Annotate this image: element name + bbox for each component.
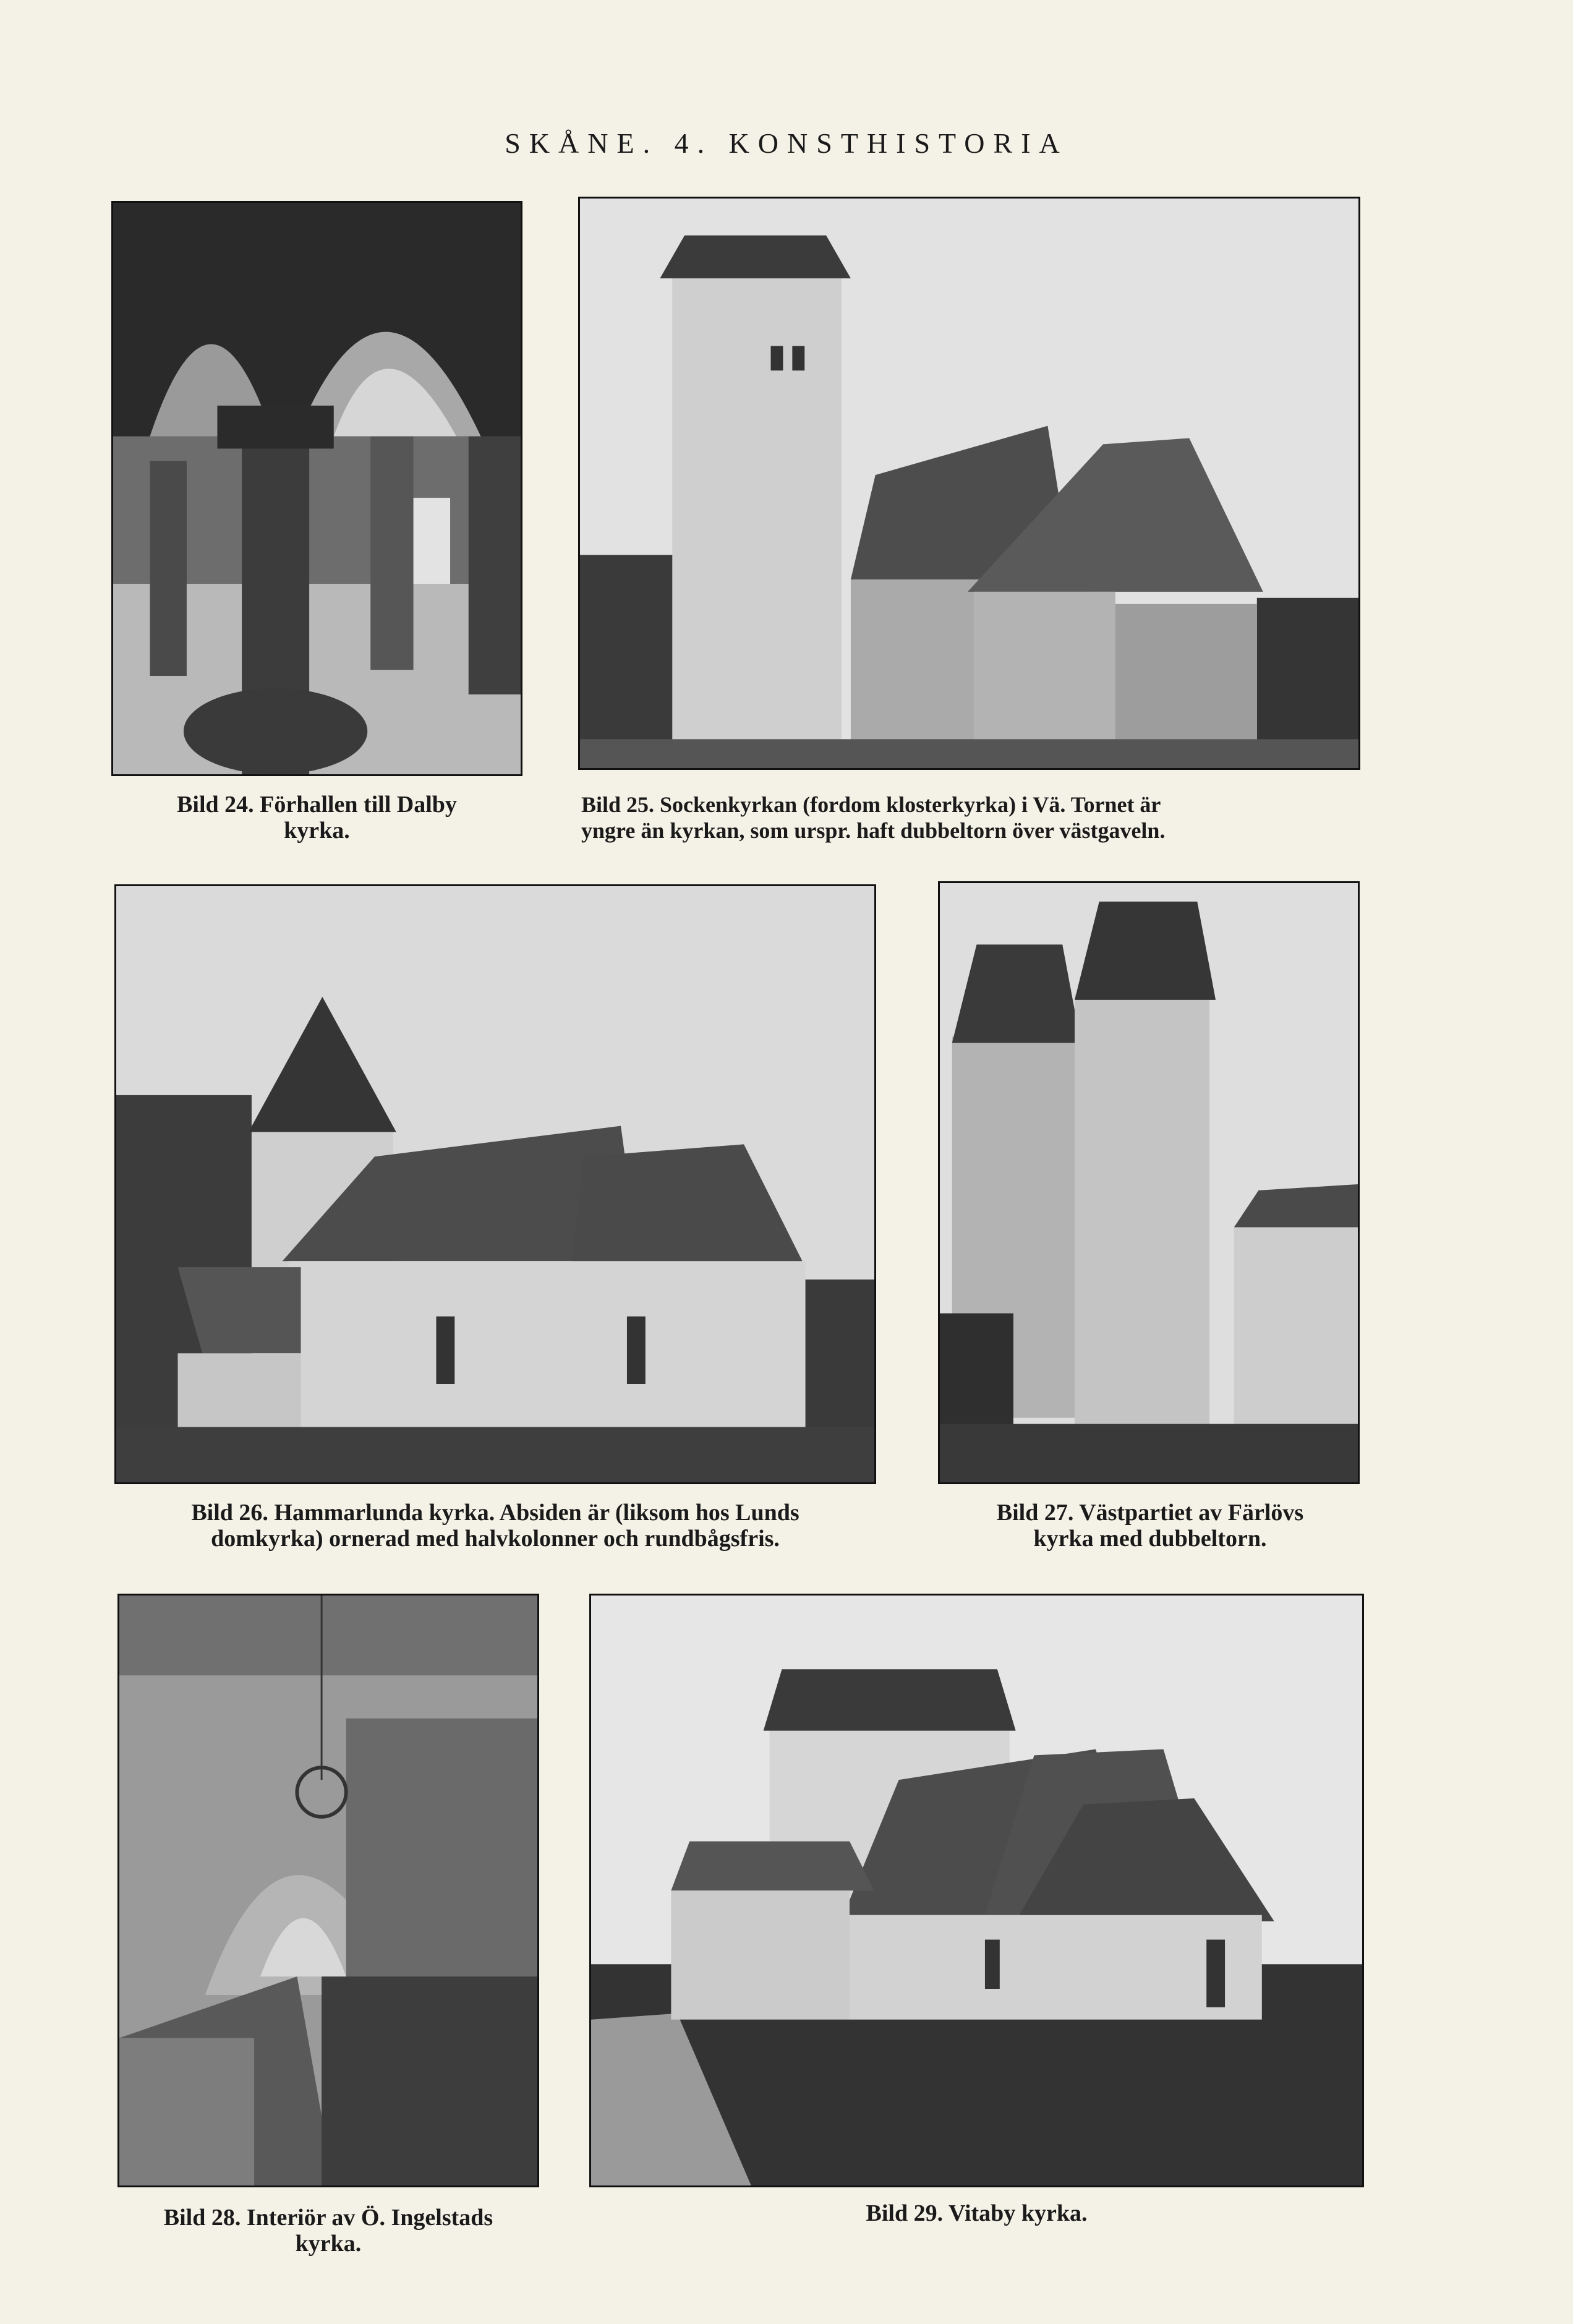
caption-bild26 [114, 1500, 876, 1552]
caption-bild27 [934, 1500, 1366, 1552]
caption-bild28-line2: kyrka. [295, 2231, 362, 2257]
photo-dalby-porch [111, 201, 522, 776]
caption-bild24-line2: kyrka. [284, 818, 350, 844]
photo-ingelstad-interior [117, 1594, 539, 2187]
caption-bild25 [581, 792, 1366, 844]
caption-bild26-line2: domkyrka) ornerad med halvkolonner och rundbågsfris. [211, 1526, 780, 1552]
caption-bild28-line1: Bild 28. Interiör av Ö. Ingelstads [163, 2205, 493, 2231]
caption-bild27-line1: Bild 27. Västpartiet av Färlövs [996, 1500, 1304, 1526]
caption-bild25-line2: yngre än kyrkan, som urspr. haft dubbeltorn över västgaveln. [581, 818, 1166, 843]
caption-bild29 [589, 2200, 1364, 2226]
photo-hammarlunda-church [114, 884, 876, 1484]
caption-bild24 [111, 792, 522, 844]
caption-bild25-line1: Bild 25. Sockenkyrkan (fordom klosterkyrka) i Vä. Tornet är [581, 792, 1161, 817]
caption-bild27-line2: kyrka med dubbeltorn. [1033, 1526, 1267, 1552]
caption-bild29-line1: Bild 29. Vitaby kyrka. [866, 2200, 1088, 2226]
photo-va-church [578, 197, 1360, 770]
caption-bild26-line1: Bild 26. Hammarlunda kyrka. Absiden är (liksom hos Lunds [191, 1500, 799, 1526]
caption-bild28 [117, 2205, 539, 2257]
page-header: SKÅNE. 4. KONSTHISTORIA [505, 127, 1068, 159]
caption-bild24-line1: Bild 24. Förhallen till Dalby [177, 792, 457, 818]
photo-vitaby-church [589, 1594, 1364, 2187]
photo-farlov-church [938, 881, 1360, 1484]
